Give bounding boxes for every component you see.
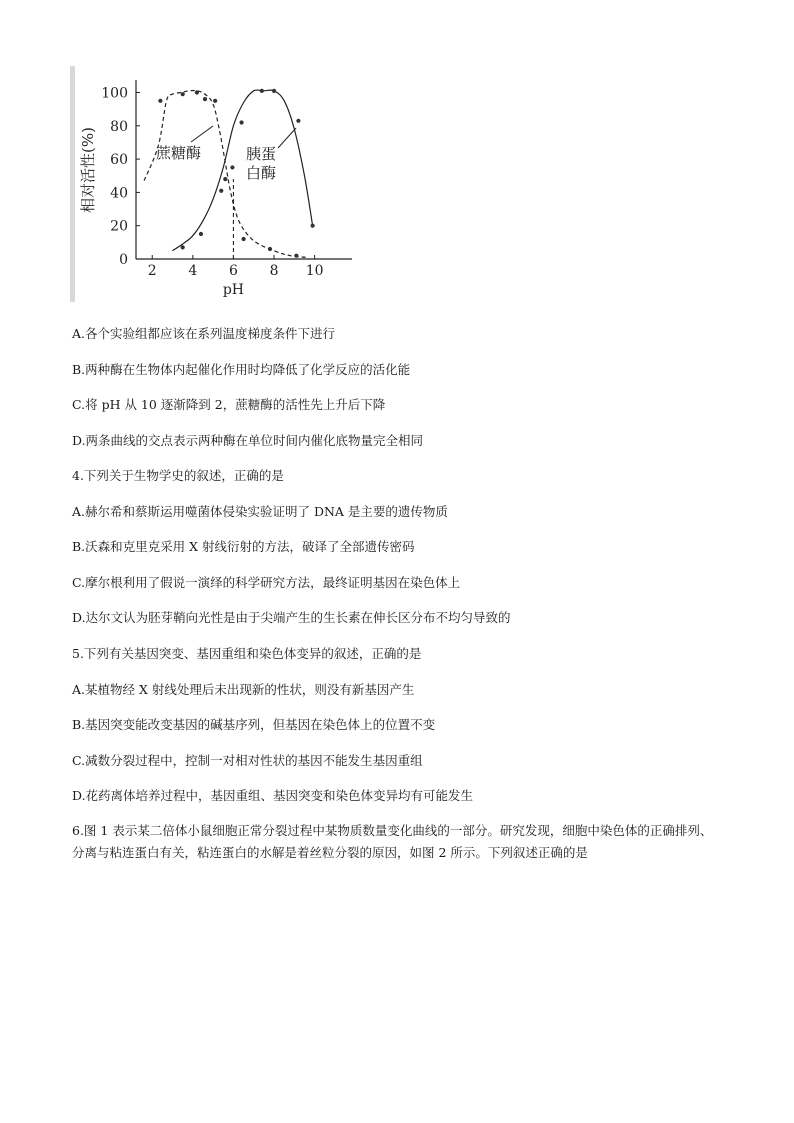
sucrase-data-point [294,254,298,258]
option-5c: C.减数分裂过程中，控制一对相对性状的基因不能发生基因重组 [72,753,423,768]
sucrase-data-point [213,99,217,103]
sucrase-data-point [195,90,199,94]
option-5d: D.花药离体培养过程中，基因重组、基因突变和染色体变异均有可能发生 [72,788,474,803]
sucrase-label: 蔗糖酶 [156,144,202,162]
y-tick-label: 0 [119,252,128,268]
x-tick-label: 8 [269,263,279,279]
sucrase-leader-line [191,126,213,142]
question-5-stem: 5.下列有关基因突变、基因重组和染色体变异的叙述，正确的是 [72,646,422,661]
x-tick-label: 10 [305,263,324,279]
trypsin-data-point [296,119,300,123]
option-3c: C.将 pH 从 10 逐渐降到 2，蔗糖酶的活性先上升后下降 [72,397,386,412]
option-4a: A.赫尔希和蔡斯运用噬菌体侵染实验证明了 DNA 是主要的遗传物质 [72,504,448,519]
option-4b: B.沃森和克里克采用 X 射线衍射的方法，破译了全部遗传密码 [72,539,415,554]
sucrase-curve [144,91,306,258]
enzyme-activity-figure [70,66,360,302]
option-4d: D.达尔文认为胚芽鞘向光性是由于尖端产生的生长素在伸长区分布不均匀导致的 [72,610,511,625]
x-tick-label: 2 [147,263,157,279]
y-tick-label: 20 [110,218,128,235]
option-5b: B.基因突变能改变基因的碱基序列，但基因在染色体上的位置不变 [72,717,436,732]
question-4-stem: 4.下列关于生物学史的叙述，正确的是 [72,468,284,483]
sucrase-data-point [158,99,162,103]
y-tick-label: 60 [110,152,128,169]
option-3d: D.两条曲线的交点表示两种酶在单位时间内催化底物量完全相同 [72,433,424,448]
y-axis-label: 相对活性(%) [79,127,97,213]
trypsin-data-point [230,165,234,169]
trypsin-data-point [181,245,185,249]
option-3a: A.各个实验组都应该在系列温度梯度条件下进行 [72,326,336,341]
x-axis-label: pH [222,282,245,298]
enzyme-activity-chart [70,66,360,302]
sucrase-data-point [223,177,227,181]
sucrase-data-point [241,237,245,241]
trypsin-curve [173,90,313,251]
option-4c: C.摩尔根利用了假说一演绎的科学研究方法，最终证明基因在染色体上 [72,575,461,590]
option-5a: A.某植物经 X 射线处理后未出现新的性状，则没有新基因产生 [72,682,415,697]
y-tick-label: 40 [110,185,128,202]
trypsin-data-point [199,232,203,236]
x-tick-label: 6 [228,263,238,279]
x-tick-label: 4 [188,263,198,279]
option-3b: B.两种酶在生物体内起催化作用时均降低了化学反应的活化能 [72,362,411,377]
trypsin-leader-line [278,128,296,148]
trypsin-data-point [219,189,223,193]
trypsin-data-point [311,224,315,228]
y-tick-label: 80 [110,118,128,135]
trypsin-data-point [239,120,243,124]
sucrase-data-point [203,97,207,101]
question-6-stem: 6.图 1 表示某二倍体小鼠细胞正常分裂过程中某物质数量变化曲线的一部分。研究发现，细胞中染色体的正确排列、分离与粘连蛋白有关，粘连蛋白的水解是着丝粒分裂的原因，如图 2 所示。下列叙述正确的是 [72,823,713,860]
trypsin-label-line1: 胰蛋 [246,145,277,163]
sucrase-data-point [181,92,185,96]
scan-edge [70,66,75,302]
y-tick-label: 100 [101,85,128,102]
sucrase-data-point [268,247,272,251]
trypsin-label-line2: 白酶 [246,164,277,182]
trypsin-data-point [272,89,276,93]
trypsin-data-point [260,89,264,93]
